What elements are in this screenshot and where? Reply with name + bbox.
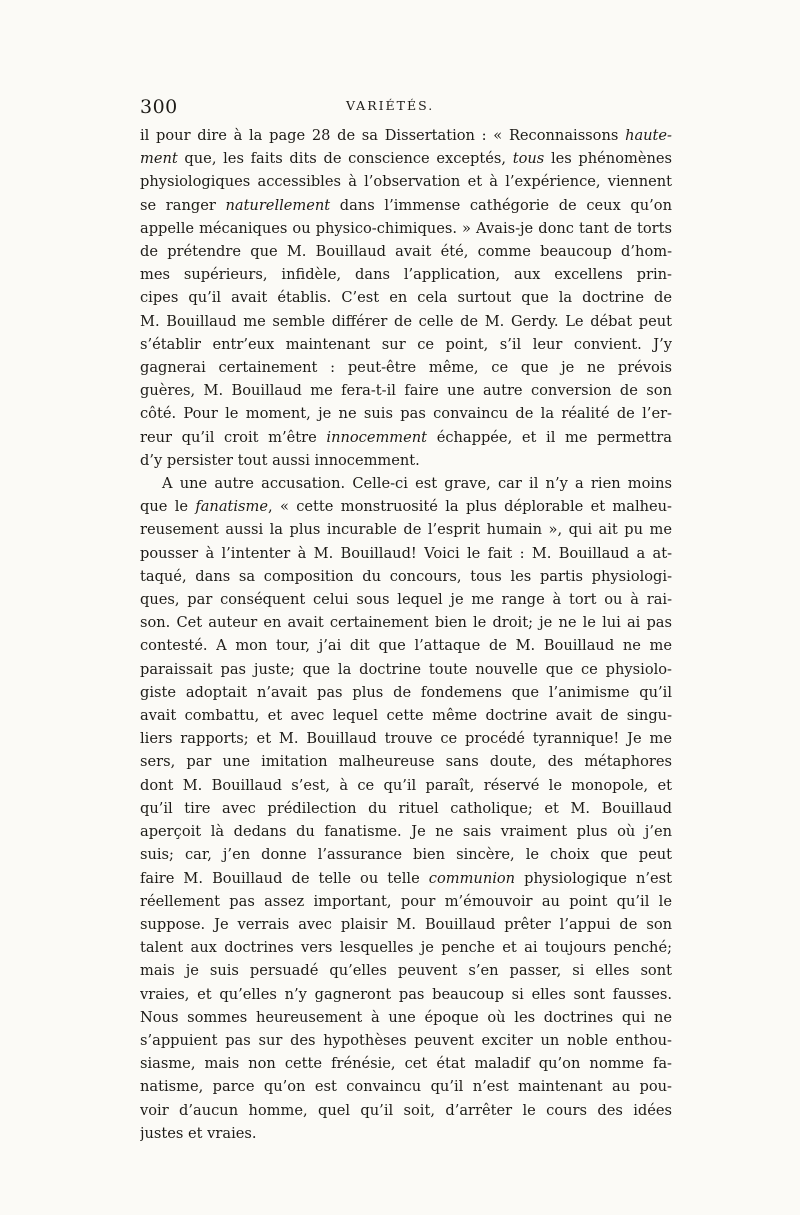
text-line: [140, 518, 672, 541]
page-header: [140, 96, 672, 122]
italic-text: tous: [512, 150, 545, 168]
text-line: [140, 1099, 672, 1122]
text-segment: , « cette monstruosité la plus déplorable et malheu-: [268, 498, 672, 516]
text-line: [140, 634, 672, 657]
text-segment: natisme, parce qu’on est convaincu qu’il n’est maintenant au pou-: [140, 1078, 672, 1096]
text-segment: échappée, et il me permettra: [427, 428, 672, 446]
text-segment: M. Bouillaud me semble différer de celle de M. Gerdy. Le débat peut: [140, 312, 672, 330]
text-segment: voir d’aucun homme, quel qu’il soit, d’arrêter le cours des idées: [140, 1101, 672, 1119]
text-segment: cipes qu’il avait établis. C’est en cela surtout que la doctrine de: [140, 289, 672, 307]
text-segment: physiologique n’est: [515, 869, 672, 887]
text-segment: contesté. A mon tour, j’ai dit que l’attaque de M. Bouillaud ne me: [140, 637, 672, 655]
text-segment: s’appuient pas sur des hypothèses peuvent exciter un noble enthou-: [140, 1031, 672, 1049]
text-segment: reur qu’il croit m’être: [140, 428, 327, 446]
text-line: [140, 170, 672, 193]
text-line: [140, 983, 672, 1006]
text-segment: A une autre accusation. Celle-ci est grave, car il n’y a rien moins: [162, 475, 672, 493]
text-segment: liers rapports; et M. Bouillaud trouve ce procédé tyrannique! Je me: [140, 730, 672, 748]
text-line: [140, 1029, 672, 1052]
text-line: [140, 124, 672, 147]
text-line: [140, 890, 672, 913]
text-segment: suppose. Je verrais avec plaisir M. Bouillaud prêter l’appui de son: [140, 915, 672, 933]
text-segment: avait combattu, et avec lequel cette même doctrine avait de singu-: [140, 707, 672, 725]
text-line: [140, 936, 672, 959]
text-line: [140, 333, 672, 356]
text-line: [140, 867, 672, 890]
text-segment: suis; car, j’en donne l’assurance bien sincère, le choix que peut: [140, 846, 672, 864]
text-line: [140, 820, 672, 843]
text-line: [140, 310, 672, 333]
text-segment: dont M. Bouillaud s’est, à ce qu’il paraît, réservé le monopole, et: [140, 776, 672, 794]
italic-text: innocemment: [326, 428, 428, 446]
text-segment: réellement pas assez important, pour m’émouvoir au point qu’il le: [140, 892, 672, 910]
text-segment: les phénomènes: [544, 150, 672, 168]
italic-text: ment: [140, 150, 178, 168]
text-segment: d’y persister tout aussi innocemment.: [140, 451, 420, 469]
text-line: [140, 611, 672, 634]
text-segment: sers, par une imitation malheureuse sans doute, des métaphores: [140, 753, 672, 771]
running-head: VARIÉTÉS.: [346, 98, 435, 113]
text-line: [140, 495, 672, 518]
text-line: [140, 959, 672, 982]
text-segment: guères, M. Bouillaud me fera-t-il faire une autre conversion de son: [140, 382, 672, 400]
text-line: [140, 147, 672, 170]
text-line: [140, 286, 672, 309]
text-line: [140, 727, 672, 750]
text-segment: faire M. Bouillaud de telle ou telle: [140, 869, 429, 887]
text-segment: aperçoit là dedans du fanatisme. Je ne sais vraiment plus où j’en: [140, 823, 672, 841]
text-line: [140, 658, 672, 681]
text-segment: taqué, dans sa composition du concours, tous les partis physiologi-: [140, 567, 672, 585]
italic-text: naturellement: [225, 196, 331, 214]
text-segment: justes et vraies.: [140, 1124, 257, 1142]
text-line: [140, 704, 672, 727]
text-segment: physiologiques accessibles à l’observation et à l’expérience, viennent: [140, 173, 672, 191]
text-segment: ques, par conséquent celui sous lequel je me range à tort ou à rai-: [140, 591, 672, 609]
text-segment: Nous sommes heureusement à une époque où les doctrines qui ne: [140, 1008, 672, 1026]
text-line: [140, 588, 672, 611]
text-segment: siasme, mais non cette frénésie, cet état maladif qu’on nomme fa-: [140, 1055, 672, 1073]
text-line: [140, 1052, 672, 1075]
text-segment: giste adoptait n’avait pas plus de fondemens que l’animisme qu’il: [140, 683, 672, 701]
text-line: [140, 194, 672, 217]
text-segment: que, les faits dits de conscience exceptés,: [177, 150, 513, 168]
paragraph: [140, 472, 672, 1145]
text-line: [140, 542, 672, 565]
text-line: [140, 356, 672, 379]
text-line: [140, 379, 672, 402]
text-line: [140, 240, 672, 263]
text-line: [140, 449, 672, 472]
paragraph: [140, 124, 672, 472]
text-line: [140, 217, 672, 240]
text-segment: mes supérieurs, infidèle, dans l’application, aux excellens prin-: [140, 266, 672, 284]
text-line: [140, 750, 672, 773]
text-segment: appelle mécaniques ou physico-chimiques. » Avais-je donc tant de torts: [140, 219, 672, 237]
text-line: [140, 426, 672, 449]
text-segment: côté. Pour le moment, je ne suis pas convaincu de la réalité de l’er-: [140, 405, 672, 423]
text-segment: paraissait pas juste; que la doctrine toute nouvelle que ce physiolo-: [140, 660, 672, 678]
italic-text: communion: [428, 869, 516, 887]
text-segment: reusement aussi la plus incurable de l’esprit humain », qui ait pu me: [140, 521, 672, 539]
text-segment: de prétendre que M. Bouillaud avait été, comme beaucoup d’hom-: [140, 243, 672, 261]
text-line: [140, 263, 672, 286]
body-text: [140, 124, 672, 1145]
italic-text: fanatisme: [195, 498, 269, 516]
text-segment: talent aux doctrines vers lesquelles je penche et ai toujours penché;: [140, 939, 672, 957]
text-line: [140, 402, 672, 425]
text-segment: il pour dire à la page 28 de sa Dissertation : « Reconnaissons: [140, 127, 626, 144]
book-page: [140, 96, 672, 1145]
text-segment: dans l’immense cathégorie de ceux qu’on: [330, 196, 672, 214]
text-segment: que le: [140, 498, 196, 516]
text-segment: s’établir entr’eux maintenant sur ce point, s’il leur convient. J’y: [140, 335, 672, 353]
italic-text: haute-: [625, 127, 672, 144]
text-segment: mais je suis persuadé qu’elles peuvent s’en passer, si elles sont: [140, 962, 672, 980]
text-line: [140, 843, 672, 866]
text-line: [140, 565, 672, 588]
text-segment: pousser à l’intenter à M. Bouillaud! Voici le fait : M. Bouillaud a at-: [140, 544, 672, 562]
text-line: [140, 681, 672, 704]
page-number: 300: [140, 96, 178, 118]
text-line: [140, 1006, 672, 1029]
text-segment: gagnerai certainement : peut-être même, ce que je ne prévois: [140, 359, 672, 377]
text-segment: se ranger: [140, 196, 226, 214]
text-line: [140, 472, 672, 495]
text-line: [140, 913, 672, 936]
text-line: [140, 797, 672, 820]
text-line: [140, 774, 672, 797]
text-segment: vraies, et qu’elles n’y gagneront pas beaucoup si elles sont fausses.: [140, 985, 672, 1003]
text-segment: son. Cet auteur en avait certainement bien le droit; je ne le lui ai pas: [140, 614, 672, 632]
text-line: [140, 1122, 672, 1145]
text-segment: qu’il tire avec prédilection du rituel catholique; et M. Bouillaud: [140, 799, 672, 817]
text-line: [140, 1075, 672, 1098]
